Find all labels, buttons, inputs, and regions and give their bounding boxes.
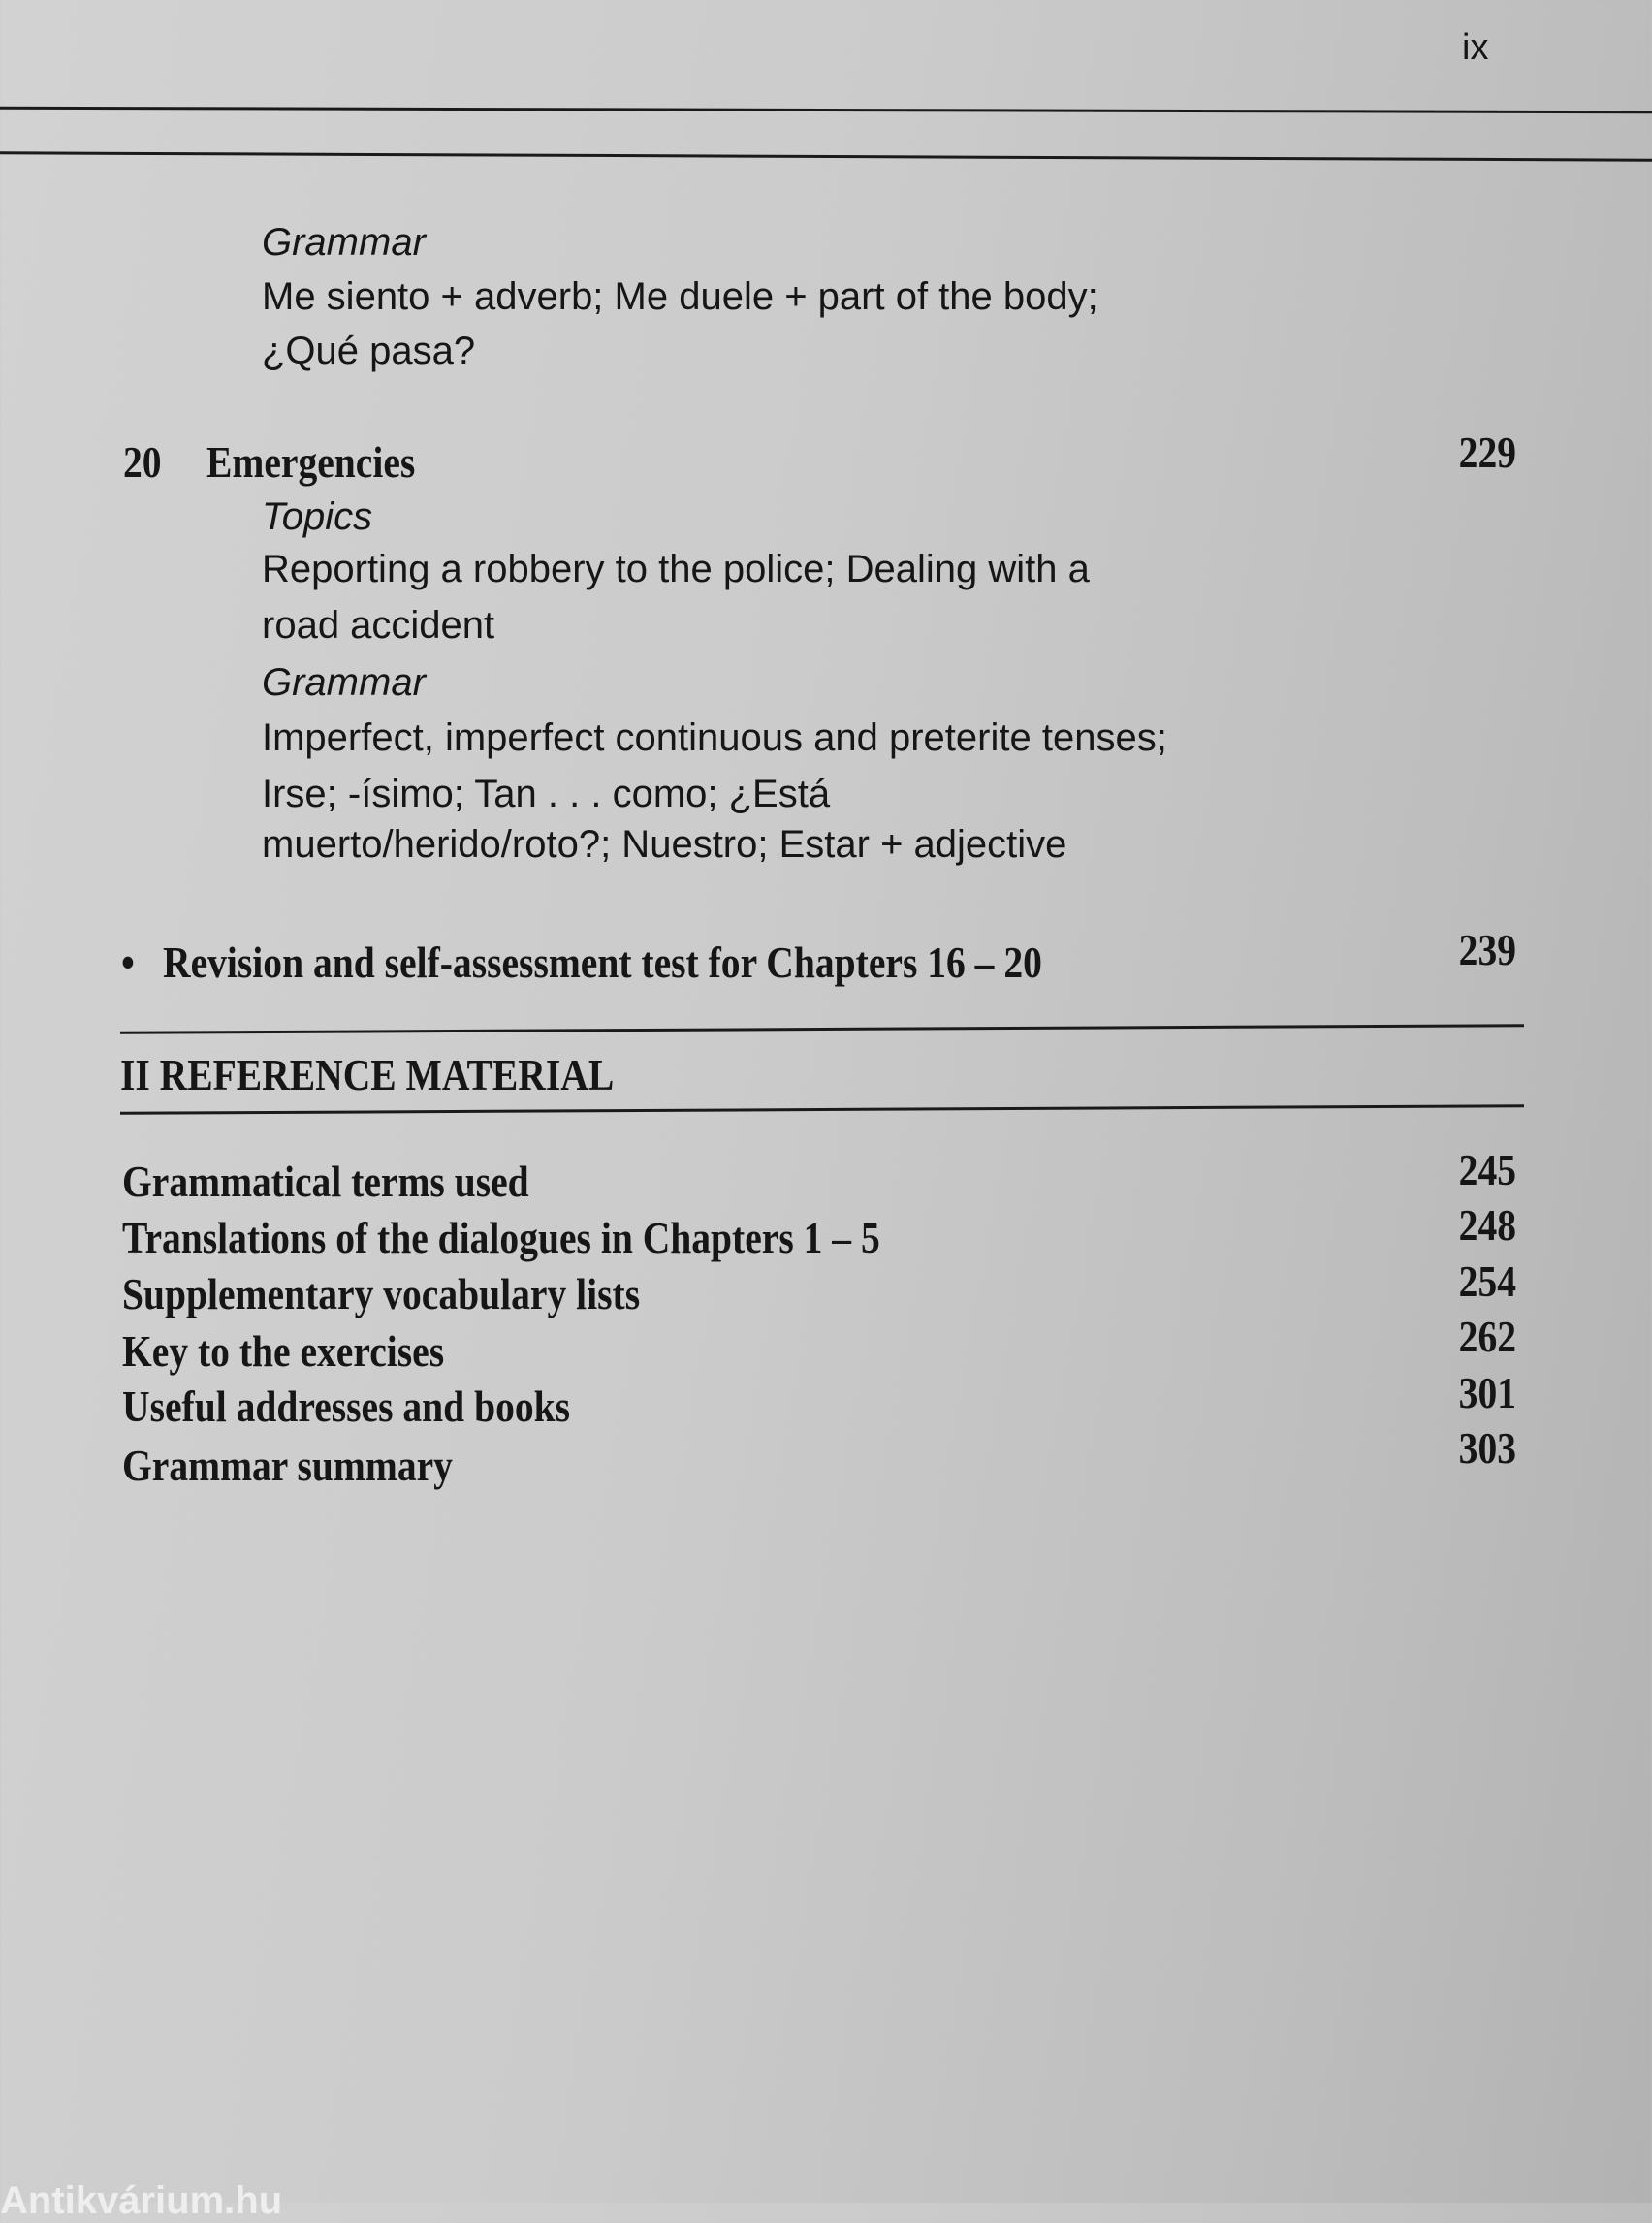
- chapter-number: 20: [123, 437, 162, 487]
- reference-title: Grammar summary: [122, 1441, 453, 1490]
- revision-title: Revision and self-assessment test for Chapters 16 – 20: [163, 937, 1042, 987]
- reference-page: 245: [1458, 1145, 1516, 1194]
- section-heading: II REFERENCE MATERIAL: [120, 1050, 615, 1099]
- reference-title: Supplementary vocabulary lists: [122, 1269, 641, 1318]
- watermark: Antikvárium.hu: [0, 2179, 283, 2222]
- grammar-line: muerto/herido/roto?; Nuestro; Estar + adjective: [262, 823, 1067, 866]
- topics-line: road accident: [262, 604, 495, 647]
- section-rule-bottom: [120, 1104, 1524, 1115]
- reference-title: Key to the exercises: [122, 1326, 445, 1376]
- reference-page: 301: [1458, 1368, 1516, 1417]
- reference-page: 262: [1458, 1312, 1516, 1361]
- grammar-line: ¿Qué pasa?: [262, 330, 476, 372]
- reference-title: Grammatical terms used: [122, 1157, 529, 1206]
- grammar-line: Irse; -ísimo; Tan . . . como; ¿Está: [262, 773, 831, 815]
- reference-title: Useful addresses and books: [122, 1381, 571, 1431]
- topics-line: Reporting a robbery to the police; Dealing with a: [262, 548, 1090, 590]
- header-rule-top: [0, 107, 1652, 113]
- grammar-label: Grammar: [262, 221, 426, 264]
- revision-page: 239: [1458, 925, 1516, 974]
- section-rule-top: [120, 1024, 1524, 1034]
- chapter-title: Emergencies: [206, 437, 416, 487]
- page-number: ix: [1462, 27, 1489, 68]
- header-rule-bottom: [0, 151, 1652, 161]
- grammar-label: Grammar: [262, 661, 426, 704]
- grammar-line: Imperfect, imperfect continuous and preterite tenses;: [262, 716, 1167, 759]
- chapter-page: 229: [1458, 428, 1516, 477]
- grammar-line: Me siento + adverb; Me duele + part of the body;: [262, 275, 1098, 318]
- reference-title: Translations of the dialogues in Chapters 1 – 5: [122, 1213, 880, 1262]
- reference-page: 248: [1458, 1200, 1516, 1250]
- topics-label: Topics: [262, 495, 373, 538]
- reference-page: 254: [1458, 1256, 1516, 1306]
- reference-page: 303: [1458, 1423, 1516, 1473]
- bullet: •: [121, 937, 135, 987]
